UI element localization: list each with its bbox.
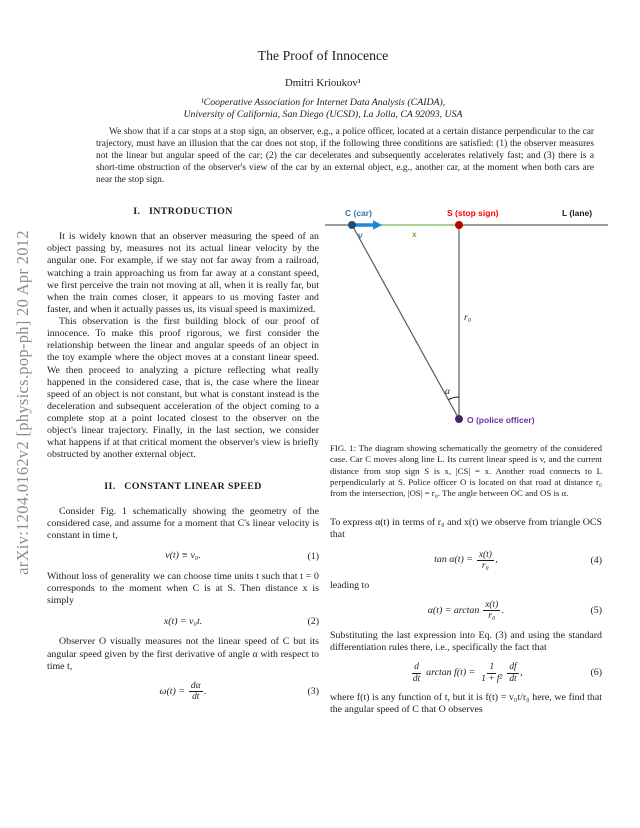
- equation-6: [330, 662, 602, 684]
- officer-point: [455, 415, 463, 423]
- intro-paragraph-1: It is widely known that an observer measuring the speed of an object passing by, measures not its actual linear velocity by the angular one. For example, if we stay not far away from a railroad, watching a train approaching us from far away at a constant speed, we first perceive the train not moving at all, when it is really far, but when the train comes closer, it appears to us moving faster and faster, and when it actually passes us, its visual speed is maximized.: [47, 231, 319, 315]
- equation-2-number: (2): [307, 615, 319, 627]
- abstract-text: We show that if a car stops at a stop sign, an observer, e.g., a police officer, located at a certain distance perpendicular to the car trajectory, must have an illusion that the car does not stop, if the following three conditions are satisfied: (1) the observer measures not the linear but angular speed of the car; (2) the car decelerates and subsequently accelerates relatively fast; and (3) there is a short-time obstruction of the observer's view of the car by an external object, e.g., another car, at the moment when both cars are near the stop sign.: [96, 127, 594, 185]
- figure-1-caption: FIG. 1: The diagram showing schematically the geometry of the considered case. Car C moves along line L. Its current linear speed is v, and the current distance from stop sign S is x, |CS| = x. Another road connects to L perpendicularly at S. Police officer O is located on that road at distance r₀ from the intersection, |OS| = r₀. The angle between OC and OS is α.: [330, 443, 602, 498]
- car-point: [348, 221, 356, 229]
- car-label: C (car): [345, 208, 372, 218]
- angle-label: α: [445, 387, 450, 397]
- left-column: [47, 206, 319, 711]
- velocity-arrowhead: [373, 220, 382, 230]
- right-column: [330, 203, 602, 716]
- leading-to-text: leading to: [330, 579, 370, 591]
- section-heading-introduction: I. INTRODUCTION: [133, 206, 233, 217]
- equation-6-math: $\frac{d}{dt}$ arctan f(t) = $\frac{1}{\text{1 + f²}}$ $\frac{df}{dt}$ ,: [412, 662, 523, 684]
- equation-3-number: (3): [307, 685, 319, 697]
- section-heading-constant-linear-speed: II. CONSTANT LINEAR SPEED: [104, 480, 262, 492]
- right-paragraph-1: To express α(t) in terms of r₀ and x(t) we observe from triangle OCS that: [330, 517, 602, 541]
- stop-sign-label: S (stop sign): [447, 208, 499, 218]
- angle-arc: [448, 397, 459, 400]
- equation-4-math: tan α(t) = $\frac{x(t)}{\text{r₀}}$ ,: [434, 549, 498, 572]
- equation-1-number: (1): [307, 550, 319, 562]
- right-paragraph-2: Substituting the last expression into Eq. (3) and using the standard differentiation rules there, i.e., specifically the fact that: [330, 629, 602, 653]
- distance-label: x: [412, 229, 417, 239]
- velocity-label: v: [358, 230, 363, 240]
- affiliation-line-2: University of California, San Diego (UCSD), La Jolla, CA 92093, USA: [183, 108, 463, 120]
- paper-title: The Proof of Innocence: [257, 48, 389, 63]
- equation-2-math: x(t) = v₀t.: [163, 615, 203, 627]
- equation-5-math: α(t) = arctan $\frac{x(t)}{\text{r₀}}$ .: [427, 599, 505, 622]
- intro-paragraph-2: This observation is the first building block of our proof of innocence. To make this proof rigorous, we first consider the relationship between the linear and angular speeds of an object in the toy example where the object moves at a constant linear speed. We then proceed to analyzing a picture reflecting what really happened in the considered case, that is, the case where the linear speed of an object is not constant, but what is constant instead is the deceleration and subsequent acceleration of the object coming to a complete stop at a point located closest to the observer on the object's linear trajectory. Finally, in the last section, we consider what happens if at that critical moment the observer's view is briefly obstructed by another external object.: [47, 316, 319, 461]
- constant-paragraph-2: Without loss of generality we can choose time units t such that t = 0 corresponds to the moment when C is at S. Then distance x is simply: [47, 571, 319, 607]
- arxiv-stamp: arXiv:1204.0162v2 [physics.pop-ph] 20 Apr 2012: [13, 230, 32, 575]
- constant-paragraph-1: Consider Fig. 1 schematically showing the geometry of the considered case, and assume for a moment that C's linear velocity is constant in time t,: [47, 505, 319, 541]
- equation-3-math: ω(t) = $\frac{d\alpha}{dt}$ .: [159, 680, 207, 703]
- stop-sign-point: [455, 221, 463, 229]
- figure-1-diagram: [325, 203, 610, 440]
- equation-5: [330, 600, 602, 622]
- affiliation-line-1: ¹Cooperative Association for Internet Data Analysis (CAIDA),: [200, 97, 446, 108]
- line-oc: [352, 225, 459, 419]
- radius-label: r₀: [464, 313, 471, 323]
- affiliation: [40, 97, 606, 121]
- equation-4: [330, 550, 602, 572]
- equation-6-number: (6): [590, 666, 602, 678]
- equation-1-math: v(t) ≡ v₀.: [165, 550, 201, 562]
- officer-label: O (police officer): [467, 415, 535, 425]
- equation-1: [47, 550, 319, 563]
- equation-5-number: (5): [590, 604, 602, 616]
- equation-2: [47, 615, 319, 628]
- constant-paragraph-3: Observer O visually measures not the linear speed of C but its angular speed given by the first derivative of angle α with respect to time t,: [47, 636, 319, 672]
- lane-label: L (lane): [562, 208, 593, 218]
- paper-header: [40, 48, 606, 121]
- equation-4-number: (4): [590, 554, 602, 566]
- equation-3: [47, 681, 319, 703]
- right-paragraph-3: where f(t) is any function of t, but it is f(t) = v₀t/r₀ here, we find that the angular speed of C that O observes: [330, 692, 602, 716]
- author-name: Dmitri Krioukov¹: [284, 77, 362, 89]
